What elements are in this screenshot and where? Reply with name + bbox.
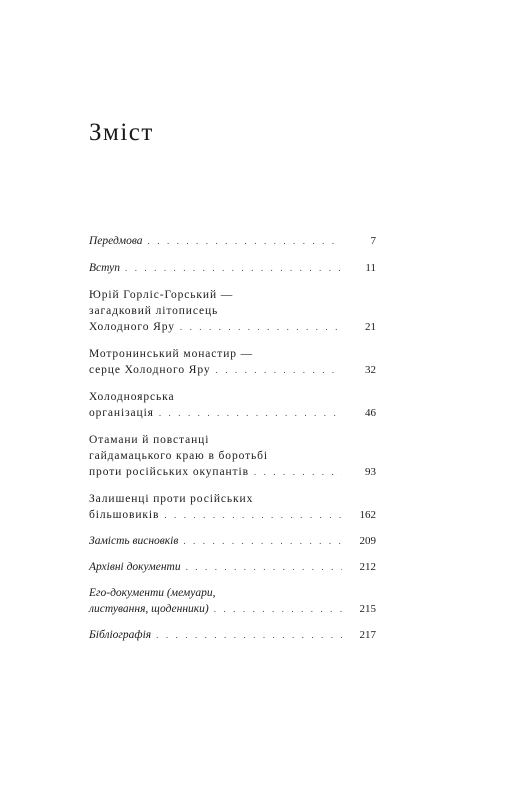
toc-entry[interactable]	[89, 627, 376, 643]
toc-page-number: 21	[365, 321, 376, 333]
toc-entry-title-line: організація	[89, 407, 154, 419]
toc-entry-title-line: Холодноярська	[89, 391, 175, 403]
dot-leader	[184, 559, 342, 575]
dot-leader	[157, 405, 342, 421]
dot-leader	[181, 533, 342, 549]
dot-leader	[162, 507, 342, 523]
toc-entry-title-line: Залишенці проти російських	[89, 493, 254, 505]
toc-page-number: 215	[359, 603, 376, 615]
toc-entry[interactable]	[89, 491, 376, 523]
toc-entry[interactable]	[89, 585, 376, 617]
toc-entry[interactable]	[89, 287, 376, 335]
dot-leader	[154, 627, 342, 643]
toc-page-number: 162	[359, 509, 376, 521]
toc-entry-title-line: Мотронинський монастир —	[89, 348, 254, 360]
toc-entry-title-line: Юрій Горліс-Горський —	[89, 289, 234, 301]
dot-leader	[252, 464, 342, 480]
toc-entry[interactable]	[89, 389, 376, 421]
toc-entry-title-line: Бібліографія	[89, 629, 152, 641]
toc-page-number: 217	[359, 629, 376, 641]
toc-entry-title-line: гайдамацького краю в боротьбі	[89, 450, 269, 462]
toc-entry-title-line: Передмова	[89, 235, 143, 247]
toc-entry-title-line: Архівні документи	[89, 561, 181, 573]
dot-leader	[212, 601, 342, 617]
toc-entry[interactable]	[89, 533, 376, 549]
dot-leader	[146, 233, 342, 249]
toc-entry[interactable]	[89, 346, 376, 378]
toc-page-number: 93	[365, 466, 376, 478]
page-title: Зміст	[89, 119, 154, 146]
dot-leader	[214, 362, 343, 378]
toc-entry-title-line: листування, щоденники)	[89, 603, 209, 615]
toc-entry[interactable]	[89, 233, 376, 249]
toc-page-number: 209	[359, 535, 376, 547]
table-of-contents	[89, 223, 376, 643]
toc-entry-title-line: проти російських окупантів	[89, 466, 249, 478]
toc-page-number: 32	[365, 364, 376, 376]
dot-leader	[178, 319, 342, 335]
toc-page-number: 212	[359, 561, 376, 573]
toc-entry-title-line: Замість висновків	[89, 535, 179, 547]
toc-page-number: 11	[365, 262, 376, 274]
toc-page-number: 7	[370, 235, 376, 247]
toc-entry-title-line: серце Холодного Яру	[89, 364, 211, 376]
dot-leader	[123, 260, 342, 276]
toc-entry-title-line: більшовиків	[89, 509, 160, 521]
toc-entry[interactable]	[89, 559, 376, 575]
toc-entry-title-line: Холодного Яру	[89, 321, 175, 333]
toc-entry-title-line: Его-документи (мемуари,	[89, 587, 216, 599]
toc-entry-title-line: Отамани й повстанці	[89, 434, 210, 446]
toc-entry[interactable]	[89, 260, 376, 276]
toc-entry-title-line: Вступ	[89, 262, 121, 274]
toc-page-number: 46	[365, 407, 376, 419]
toc-entry[interactable]	[89, 432, 376, 480]
toc-entry-title-line: загадковий літописець	[89, 305, 219, 317]
